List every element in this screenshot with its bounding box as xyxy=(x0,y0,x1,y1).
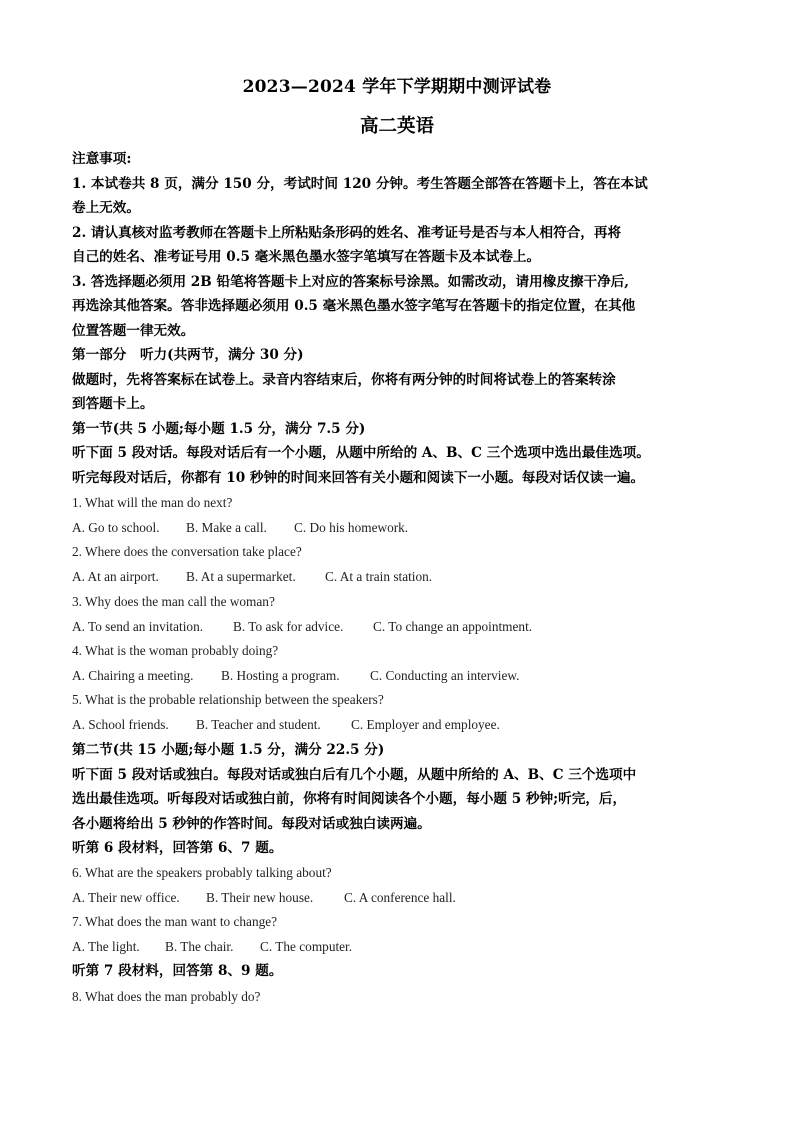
question-stem: 2. Where does the conversation take place? xyxy=(72,544,302,559)
section2-instruction: 各小题将给出 5 秒钟的作答时间。每段对话或独白读两遍。 xyxy=(72,816,431,832)
option-c: C. Do his homework. xyxy=(294,520,409,535)
question-options xyxy=(72,939,352,955)
section1-instruction: 听完每段对话后，你都有 10 秒钟的时间来回答有关小题和阅读下一小题。每段对话仅读一遍。 xyxy=(72,470,645,486)
option-a: A. Chairing a meeting. xyxy=(72,668,194,683)
option-c: C. To change an appointment. xyxy=(373,619,533,634)
question-stem: 6. What are the speakers probably talking about? xyxy=(72,865,332,880)
part1-instruction: 到答题卡上。 xyxy=(72,396,154,412)
section2-instruction: 选出最佳选项。听每段对话或独白前，你将有时间阅读各个小题，每小题 5 秒钟;听完，后， xyxy=(72,791,627,807)
option-b: B. The chair. xyxy=(165,939,234,954)
option-b: B. Teacher and student. xyxy=(196,717,321,732)
exam-subtitle: 高二英语 xyxy=(359,116,434,137)
option-c: C. Conducting an interview. xyxy=(370,668,520,683)
option-b: B. At a supermarket. xyxy=(186,569,296,584)
material-heading: 听第 6 段材料，回答第 6、7 题。 xyxy=(72,840,283,856)
question-stem: 8. What does the man probably do? xyxy=(72,989,261,1004)
exam-title: 2023—2024 学年下学期期中测评试卷 xyxy=(242,77,552,97)
question-stem: 7. What does the man want to change? xyxy=(72,914,278,929)
question-options xyxy=(72,890,456,906)
notice-heading: 注意事项: xyxy=(72,151,132,167)
option-c: C. At a train station. xyxy=(325,569,433,584)
notice-line: 再选涂其他答案。答非选择题必须用 0.5 毫米黑色墨水签字笔写在答题卡的指定位置，在其他 xyxy=(72,298,636,314)
question-stem: 1. What will the man do next? xyxy=(72,495,233,510)
option-b: B. To ask for advice. xyxy=(233,619,344,634)
question-options xyxy=(72,569,432,585)
option-c: C. Employer and employee. xyxy=(351,717,500,732)
notice-line: 3. 答选择题必须用 2B 铅笔将答题卡上对应的答案标号涂黑。如需改动，请用橡皮擦干净后, xyxy=(72,274,630,290)
option-b: B. Make a call. xyxy=(186,520,267,535)
option-a: A. At an airport. xyxy=(72,569,159,584)
option-a: A. School friends. xyxy=(72,717,169,732)
notice-line: 自己的姓名、准考证号用 0.5 毫米黑色墨水签字笔填写在答题卡及本试卷上。 xyxy=(72,249,541,265)
option-c: C. A conference hall. xyxy=(344,890,456,905)
question-stem: 5. What is the probable relationship between the speakers? xyxy=(72,692,384,707)
section2-instruction: 听下面 5 段对话或独白。每段对话或独白后有几个小题，从题中所给的 A、B、C 三个选项中 xyxy=(72,767,637,783)
notice-line: 2. 请认真核对监考教师在答题卡上所粘贴条形码的姓名、准考证号是否与本人相符合，再将 xyxy=(72,225,622,241)
notice-line: 1. 本试卷共 8 页，满分 150 分，考试时间 120 分钟。考生答题全部答在答题卡上，答在本试 xyxy=(72,176,648,192)
question-options xyxy=(72,668,519,684)
option-a: A. To send an invitation. xyxy=(72,619,204,634)
section2-heading: 第二节(共 15 小题;每小题 1.5 分，满分 22.5 分) xyxy=(72,742,385,758)
material-heading: 听第 7 段材料，回答第 8、9 题。 xyxy=(72,963,283,979)
part1-heading: 第一部分 听力(共两节，满分 30 分) xyxy=(72,347,304,363)
part1-instruction: 做题时，先将答案标在试卷上。录音内容结束后，你将有两分钟的时间将试卷上的答案转涂 xyxy=(72,372,616,388)
option-a: A. Go to school. xyxy=(72,520,160,535)
question-stem: 3. Why does the man call the woman? xyxy=(72,594,275,609)
notice-line: 位置答题一律无效。 xyxy=(72,323,195,339)
option-a: A. The light. xyxy=(72,939,140,954)
option-b: B. Their new house. xyxy=(206,890,314,905)
option-c: C. The computer. xyxy=(260,939,353,954)
section1-instruction: 听下面 5 段对话。每段对话后有一个小题，从题中所给的 A、B、C 三个选项中选出最佳选项。 xyxy=(72,445,650,461)
question-options xyxy=(72,520,408,536)
question-options xyxy=(72,619,532,635)
option-b: B. Hosting a program. xyxy=(221,668,340,683)
section1-heading: 第一节(共 5 小题;每小题 1.5 分，满分 7.5 分) xyxy=(72,421,366,437)
option-a: A. Their new office. xyxy=(72,890,180,905)
question-options xyxy=(72,717,500,733)
notice-line: 卷上无效。 xyxy=(72,200,140,216)
question-stem: 4. What is the woman probably doing? xyxy=(72,643,279,658)
